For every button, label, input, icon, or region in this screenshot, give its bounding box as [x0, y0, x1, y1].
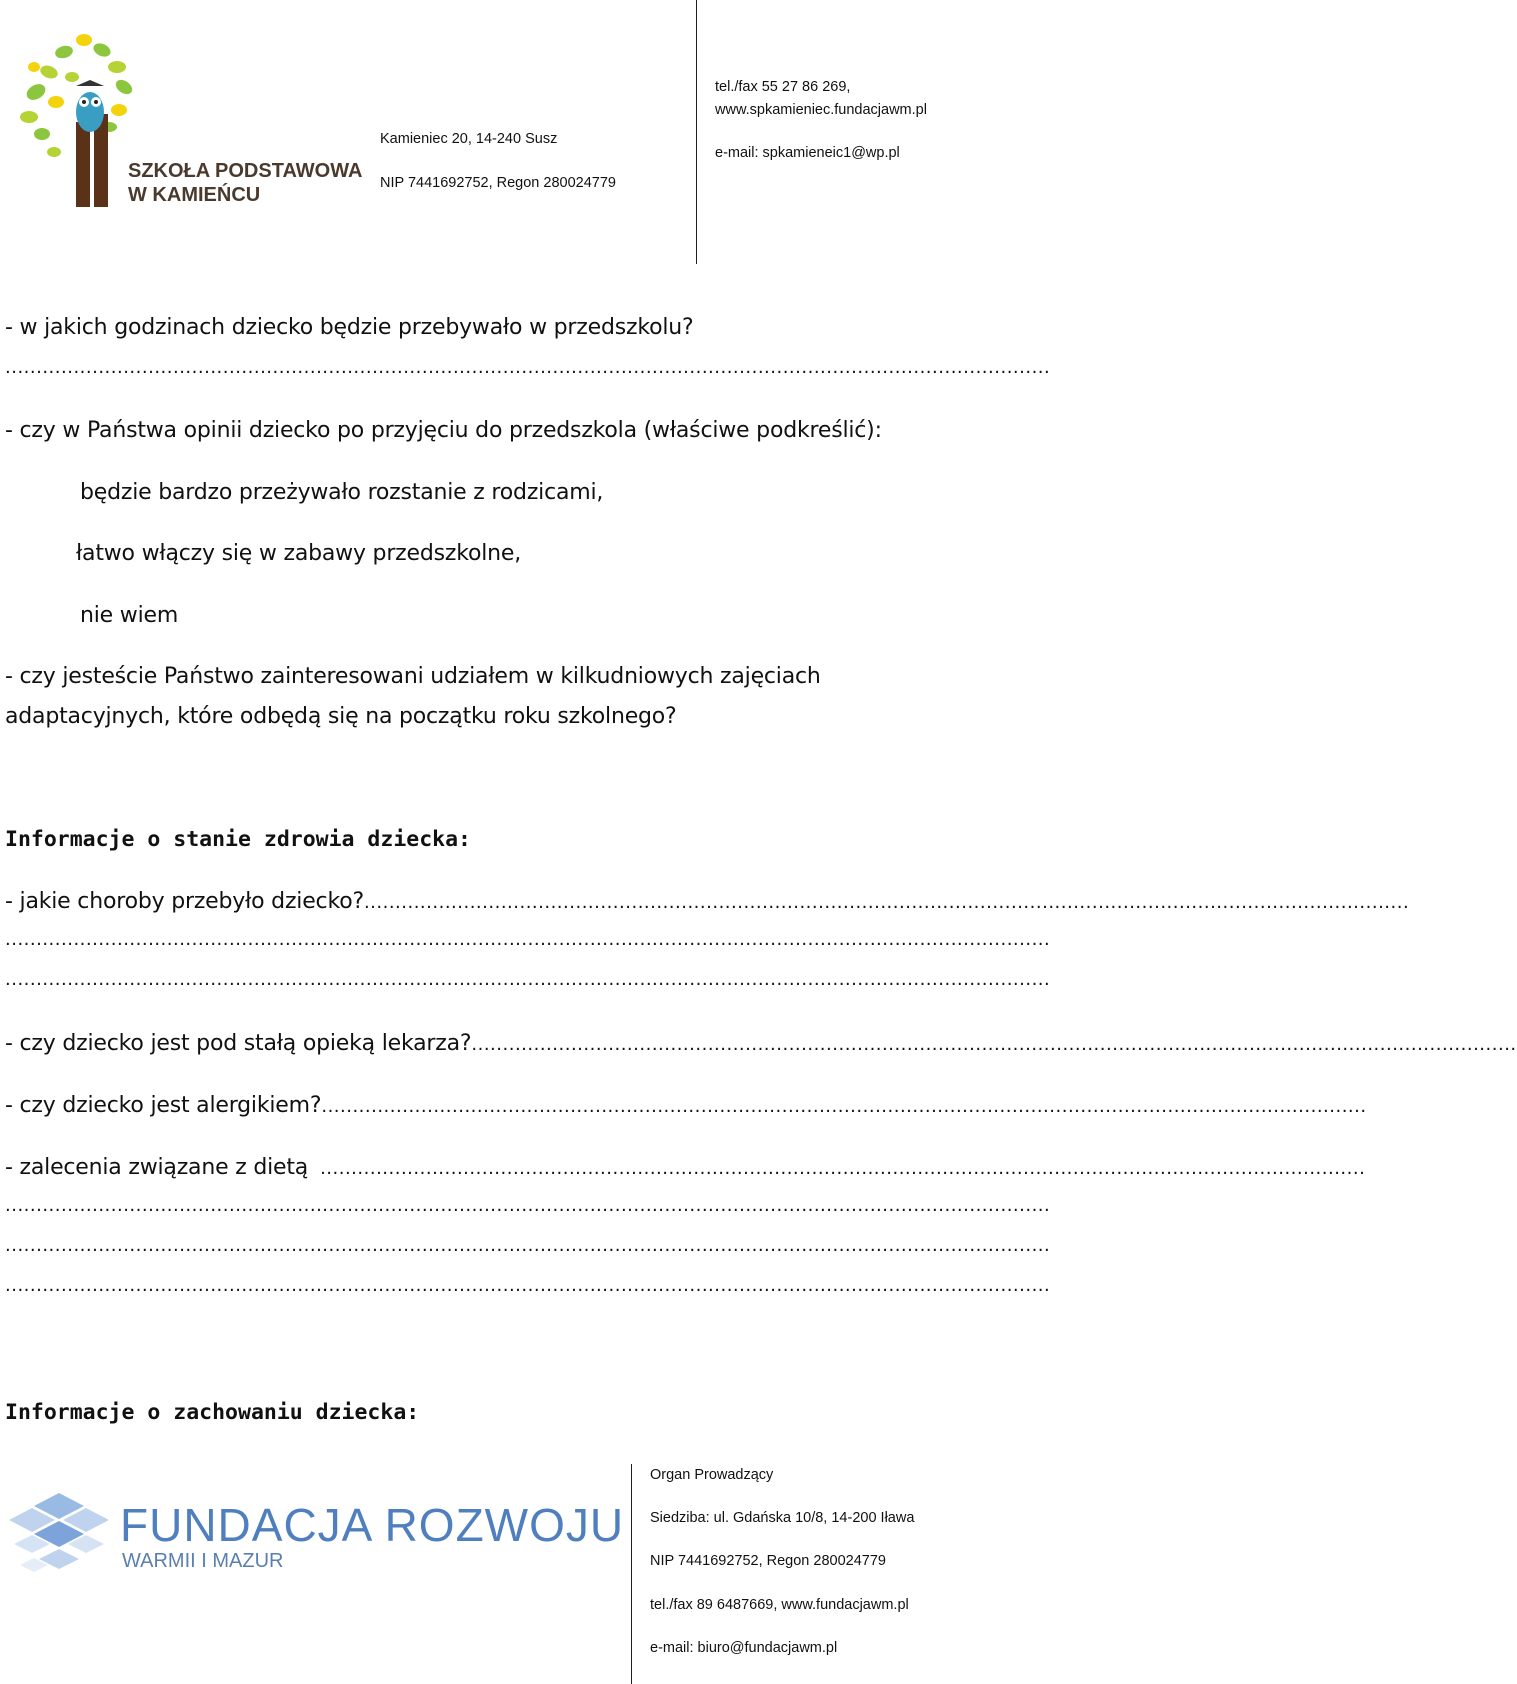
option-2: łatwo włączy się w zabawy przedszkolne,	[76, 541, 522, 566]
behavior-heading: Informacje o zachowaniu dziecka:	[5, 1400, 420, 1425]
header-divider	[696, 0, 697, 264]
school-name-line2: W KAMIEŃCU	[128, 184, 261, 206]
question-allergy-row	[5, 1093, 1367, 1118]
answer-line	[5, 929, 1051, 950]
school-email: e-mail: spkamieneic1@wp.pl	[715, 145, 900, 161]
answer-line	[5, 1275, 1051, 1296]
answer-line	[5, 357, 1051, 378]
school-name-line1: SZKOŁA PODSTAWOWA	[128, 160, 363, 182]
dotted-line: ........................................................................................................................................................................	[5, 1235, 1051, 1256]
question-doctor-row	[5, 1031, 1517, 1056]
answer-line	[5, 969, 1051, 990]
foundation-name-line2: WARMII I MAZUR	[122, 1550, 284, 1572]
dotted-line: ........................................................................................................................................................................	[471, 1034, 1517, 1055]
school-address: Kamieniec 20, 14-240 Susz	[380, 131, 558, 147]
question-adaptation-line1: - czy jesteście Państwo zainteresowani udziałem w kilkudniowych zajęciach	[5, 664, 821, 689]
dotted-line: ........................................................................................................................................................................	[321, 1096, 1367, 1117]
school-nip-regon: NIP 7441692752, Regon 280024779	[380, 175, 616, 191]
owl-tree-logo-icon	[14, 22, 134, 207]
question-opinion: - czy w Państwa opinii dziecko po przyjęciu do przedszkola (właściwe podkreślić):	[5, 418, 882, 443]
footer-email: e-mail: biuro@fundacjawm.pl	[650, 1640, 838, 1656]
footer-nip-regon: NIP 7441692752, Regon 280024779	[650, 1553, 886, 1569]
answer-line	[5, 1235, 1051, 1256]
footer-divider	[631, 1464, 632, 1684]
question-diseases: - jakie choroby przebyło dziecko?	[5, 889, 364, 914]
question-doctor: - czy dziecko jest pod stałą opieką lekarza?	[5, 1031, 472, 1056]
question-allergy: - czy dziecko jest alergikiem?	[5, 1093, 322, 1118]
dotted-line: ........................................................................................................................................................................	[320, 1158, 1366, 1179]
footer-organ: Organ Prowadzący	[650, 1467, 774, 1483]
foundation-name-line1: FUNDACJA ROZWOJU	[120, 1499, 625, 1551]
school-phone: tel./fax 55 27 86 269,	[715, 79, 851, 95]
dotted-line: ........................................................................................................................................................................	[5, 1195, 1051, 1216]
question-adaptation-line2: adaptacyjnych, które odbędą się na początku roku szkolnego?	[5, 704, 677, 729]
foundation-logo-icon	[4, 1488, 114, 1588]
question-diet-row	[5, 1155, 1366, 1180]
footer-phone-web: tel./fax 89 6487669, www.fundacjawm.pl	[650, 1597, 909, 1613]
footer-seat: Siedziba: ul. Gdańska 10/8, 14-200 Iława	[650, 1510, 915, 1526]
dotted-line: ........................................................................................................................................................................	[5, 1275, 1051, 1296]
foundation-logo	[4, 1480, 625, 1590]
option-1: będzie bardzo przeżywało rozstanie z rodzicami,	[80, 480, 604, 505]
dotted-line: ........................................................................................................................................................................	[5, 357, 1051, 378]
question-diseases-row	[5, 889, 1410, 914]
question-hours: - w jakich godzinach dziecko będzie przebywało w przedszkolu?	[5, 315, 694, 340]
question-diet: - zalecenia związane z dietą	[5, 1155, 309, 1180]
dotted-line: ........................................................................................................................................................................	[5, 969, 1051, 990]
school-logo	[14, 22, 363, 212]
dotted-line: ........................................................................................................................................................................	[363, 892, 1410, 913]
health-heading: Informacje o stanie zdrowia dziecka:	[5, 827, 471, 852]
school-website: www.spkamieniec.fundacjawm.pl	[715, 102, 927, 118]
answer-line	[5, 1195, 1051, 1216]
option-3: nie wiem	[80, 603, 179, 628]
dotted-line: ........................................................................................................................................................................	[5, 929, 1051, 950]
